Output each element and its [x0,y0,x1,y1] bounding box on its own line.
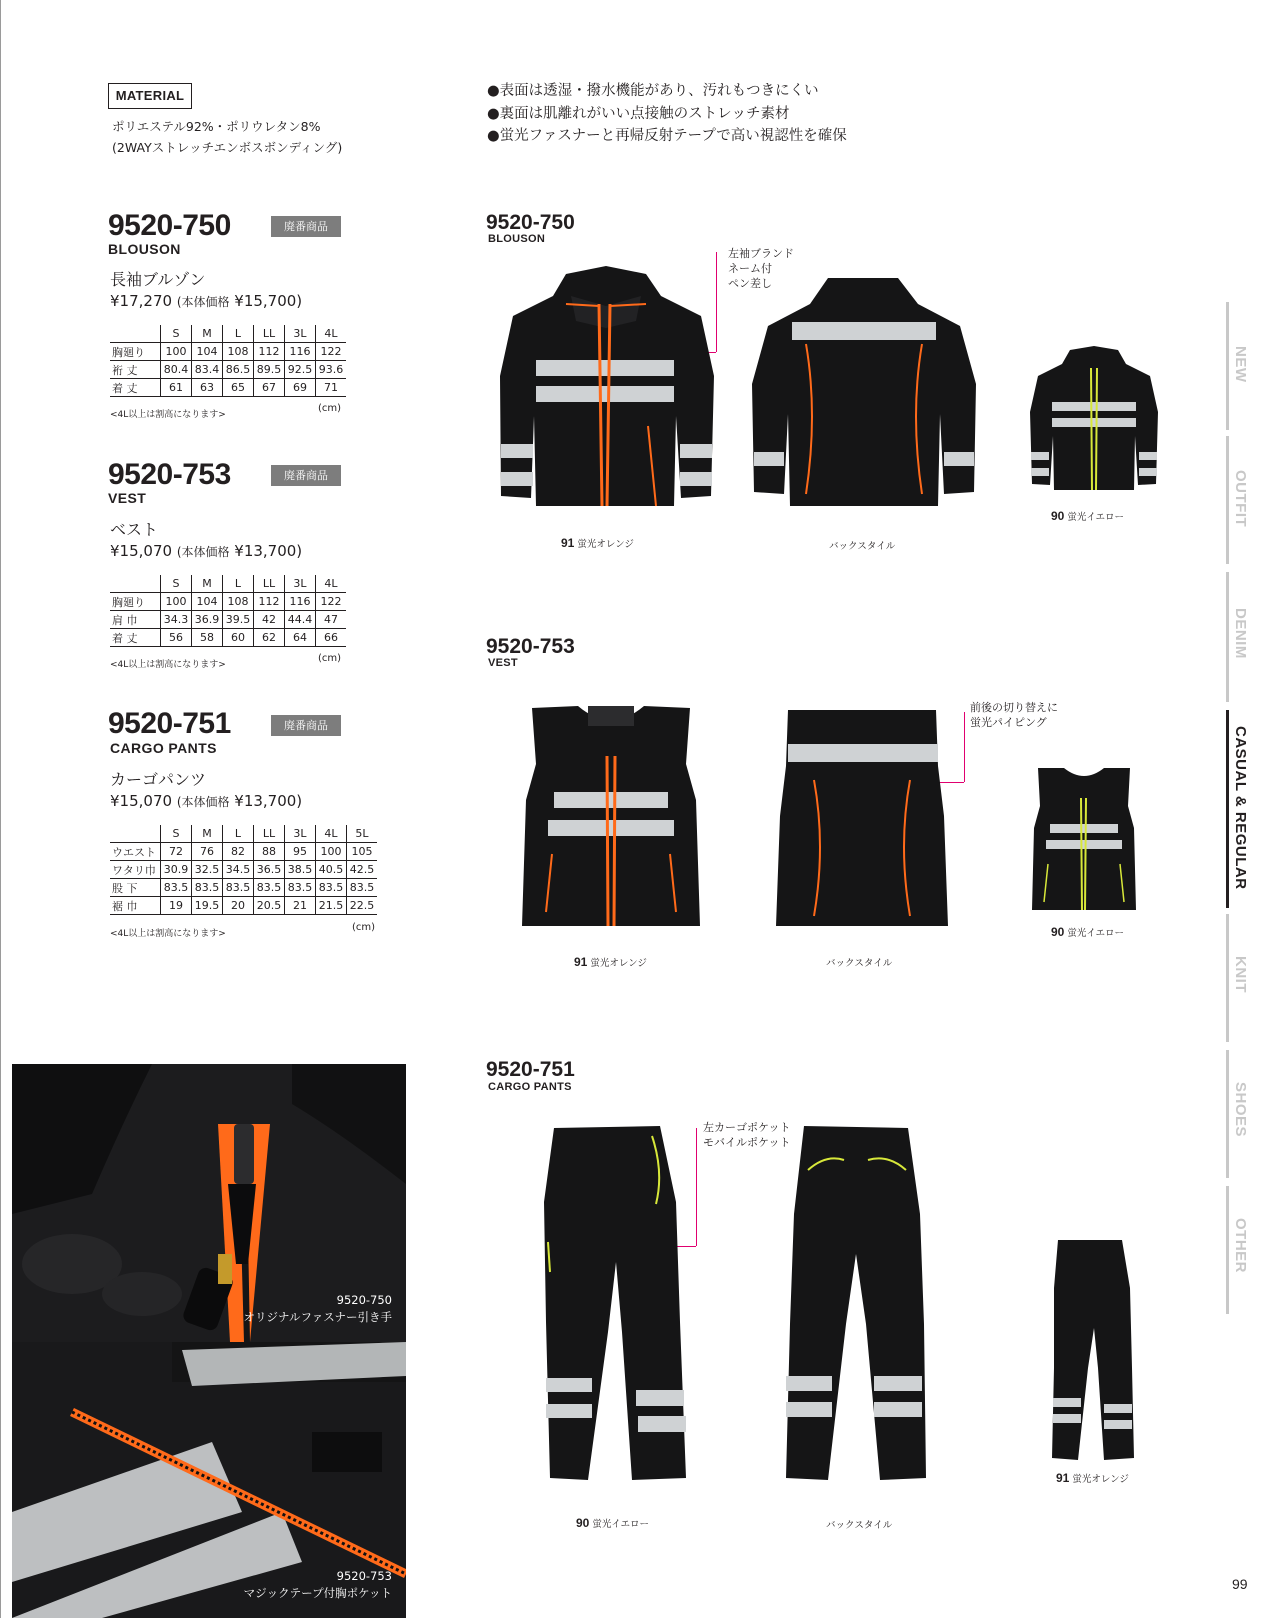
product-code: 9520-753 [108,458,231,491]
size-cell: 40.5 [316,861,347,879]
row-label: 胸廻り [110,343,161,361]
size-cell: 36.9 [192,611,223,629]
tab-shoes[interactable]: SHOES [1232,1082,1249,1138]
blouson-front-orange [496,266,718,514]
size-cell: 93.6 [316,361,347,379]
size-cell: 116 [285,593,316,611]
size-cell: 104 [192,343,223,361]
color-name: 蛍光イエロー [1067,512,1125,523]
size-corner [110,575,161,593]
product-type: CARGO PANTS [110,740,217,756]
size-cell: 64 [285,629,316,647]
pants-back [784,1124,928,1484]
size-cell: 71 [316,379,347,397]
color-name: 蛍光オレンジ [577,539,634,550]
tab-divider [1226,914,1229,1042]
callout-leader [696,1128,697,1246]
size-cell: 69 [285,379,316,397]
size-cell: 61 [161,379,192,397]
tab-divider [1226,302,1229,430]
callout-line: 左カーゴポケット [703,1121,791,1134]
product-code: 9520-750 [108,209,231,242]
price-value: ¥15,070 [110,792,173,810]
size-cell: 65 [223,379,254,397]
callout-line: モバイルポケット [703,1136,791,1149]
color-name: 蛍光オレンジ [590,958,647,969]
size-header: S [161,575,192,593]
photo-text: マジックテープ付胸ポケット [243,1586,392,1600]
product-type: BLOUSON [108,241,181,257]
vest-front-orange [518,704,704,932]
product-name: カーゴパンツ [110,770,207,789]
product-type: VEST [108,490,147,506]
color-number: 90 [1051,509,1065,523]
size-cell: 86.5 [223,361,254,379]
size-header: LL [254,575,285,593]
product-name: ベスト [110,520,159,539]
size-cell: 44.4 [285,611,316,629]
row-label: 裄 丈 [110,361,161,379]
size-cell: 100 [161,343,192,361]
color-caption [1051,925,1124,939]
product-code: 9520-751 [108,707,231,740]
callout-line: ネーム付 [728,262,772,275]
size-cell: 108 [223,343,254,361]
size-cell: 22.5 [347,897,378,915]
feature-item: ●蛍光ファスナーと再帰反射テープで高い視認性を確保 [487,128,847,144]
row-label: ウエスト [110,843,161,861]
row-label: 裾 巾 [110,897,161,915]
blouson-front-yellow [1028,346,1160,494]
price-note: (本体価格 [176,795,230,809]
tab-divider [1226,1050,1229,1178]
size-cell: 34.5 [223,861,254,879]
size-corner [110,825,161,843]
page-number: 99 [1232,1576,1248,1592]
size-cell: 80.4 [161,361,192,379]
material-line-2: (2WAYストレッチエンボスボンディング) [112,140,343,155]
material-line-1: ポリエステル92%・ポリウレタン8% [112,119,321,134]
color-number: 91 [561,536,575,550]
size-cell: 122 [316,593,347,611]
showcase-code: 9520-750 [486,211,575,234]
tab-denim[interactable]: DENIM [1232,608,1249,659]
size-unit: (cm) [318,403,342,414]
size-cell: 72 [161,843,192,861]
size-cell: 20 [223,897,254,915]
callout-text [970,700,1058,730]
size-cell: 83.5 [192,879,223,897]
photo-code: 9520-750 [336,1293,392,1307]
product-price [110,292,302,310]
size-header: 4L [316,575,347,593]
size-cell: 83.5 [316,879,347,897]
size-cell: 88 [254,843,285,861]
size-unit: (cm) [352,922,376,933]
size-cell: 30.9 [161,861,192,879]
tab-other[interactable]: OTHER [1232,1218,1249,1273]
vest-front-yellow [1030,766,1138,914]
blouson-back [748,274,980,514]
product-price [110,792,302,810]
callout-line: ペン差し [728,277,772,290]
discontinued-badge: 廃番商品 [271,216,341,237]
back-caption: バックスタイル [829,541,896,552]
size-cell: 47 [316,611,347,629]
price-value: ¥15,070 [110,542,173,560]
pants-front-yellow [540,1122,690,1484]
row-label: 股 下 [110,879,161,897]
showcase-code: 9520-751 [486,1058,575,1081]
size-header: L [223,825,254,843]
color-caption [1051,509,1124,523]
color-number: 90 [1051,925,1065,939]
product-name: 長袖ブルゾン [110,270,206,289]
size-cell: 92.5 [285,361,316,379]
size-cell: 60 [223,629,254,647]
tab-knit[interactable]: KNIT [1232,956,1249,993]
size-header: L [223,325,254,343]
photo-text: オリジナルファスナー引き手 [243,1310,392,1324]
size-cell: 83.4 [192,361,223,379]
size-cell: 89.5 [254,361,285,379]
size-cell: 36.5 [254,861,285,879]
color-caption [574,955,647,969]
size-table [110,575,346,647]
price-note: (本体価格 [176,545,230,559]
size-cell: 19 [161,897,192,915]
vest-back [774,706,950,932]
price-value: ¥17,270 [110,292,173,310]
tab-divider [1226,436,1229,564]
showcase-type: VEST [488,657,518,669]
size-corner [110,325,161,343]
size-cell: 67 [254,379,285,397]
size-cell: 20.5 [254,897,285,915]
callout-text [703,1120,790,1150]
size-unit: (cm) [318,653,342,664]
color-name: 蛍光オレンジ [1072,1474,1129,1485]
size-header: 4L [316,825,347,843]
material-tag: MATERIAL [108,83,192,109]
size-cell: 19.5 [192,897,223,915]
size-cell: 83.5 [285,879,316,897]
size-header: M [192,325,223,343]
tab-casual-regular[interactable]: CASUAL & REGULAR [1232,726,1249,890]
size-cell: 116 [285,343,316,361]
row-label: 胸廻り [110,593,161,611]
pants-front-orange [1050,1238,1136,1462]
size-note: <4L以上は割高になります> [110,660,226,670]
size-header: L [223,575,254,593]
product-price [110,542,302,560]
price-note: (本体価格 [176,295,230,309]
size-header: 3L [285,325,316,343]
tab-divider [1226,572,1229,702]
tab-new[interactable]: NEW [1232,346,1249,383]
callout-line: 前後の切り替えに [970,701,1058,714]
base-price: ¥15,700) [234,292,303,310]
photo-code: 9520-753 [336,1569,392,1583]
callout-line: 蛍光パイピング [970,716,1047,729]
base-price: ¥13,700) [234,542,303,560]
color-caption [1056,1471,1129,1485]
size-cell: 42.5 [347,861,378,879]
page-edge-line [0,0,1,1618]
discontinued-badge: 廃番商品 [271,715,341,736]
size-cell: 100 [316,843,347,861]
row-label: 肩 巾 [110,611,161,629]
tab-divider-active [1226,710,1229,908]
size-cell: 105 [347,843,378,861]
size-header: M [192,825,223,843]
base-price: ¥13,700) [234,792,303,810]
size-cell: 62 [254,629,285,647]
size-header: S [161,825,192,843]
photo-caption [232,1568,392,1602]
size-header: 3L [285,825,316,843]
size-header: S [161,325,192,343]
size-cell: 122 [316,343,347,361]
size-header: 4L [316,325,347,343]
color-name: 蛍光イエロー [592,1519,650,1530]
size-header: M [192,575,223,593]
size-cell: 56 [161,629,192,647]
size-cell: 100 [161,593,192,611]
row-label: 着 丈 [110,629,161,647]
size-header: LL [254,825,285,843]
showcase-code: 9520-753 [486,635,575,658]
photo-caption [232,1292,392,1326]
feature-item: ●裏面は肌離れがいい点接触のストレッチ素材 [487,105,790,122]
size-cell: 108 [223,593,254,611]
row-label: ワタリ巾 [110,861,161,879]
size-cell: 112 [254,343,285,361]
size-cell: 95 [285,843,316,861]
size-cell: 82 [223,843,254,861]
feature-list [487,80,847,148]
size-cell: 39.5 [223,611,254,629]
size-cell: 21.5 [316,897,347,915]
showcase-type: BLOUSON [488,233,546,245]
tab-outfit[interactable]: OUTFIT [1232,470,1249,528]
size-cell: 32.5 [192,861,223,879]
discontinued-badge: 廃番商品 [271,465,341,486]
size-header: 3L [285,575,316,593]
tab-divider [1226,1186,1229,1314]
back-caption: バックスタイル [826,1520,893,1531]
size-cell: 83.5 [347,879,378,897]
size-table [110,825,377,915]
size-header: 5L [347,825,378,843]
size-cell: 58 [192,629,223,647]
callout-line: 左袖ブランド [728,247,794,260]
color-number: 91 [574,955,588,969]
feature-item: ●表面は透湿・撥水機能があり、汚れもつきにくい [487,83,819,99]
color-name: 蛍光イエロー [1067,928,1125,939]
size-header: LL [254,325,285,343]
size-cell: 112 [254,593,285,611]
back-caption: バックスタイル [826,958,893,969]
size-cell: 83.5 [223,879,254,897]
callout-leader [964,712,965,782]
color-caption [576,1516,649,1530]
color-number: 90 [576,1516,590,1530]
material-composition [112,116,342,158]
size-cell: 38.5 [285,861,316,879]
size-cell: 63 [192,379,223,397]
size-note: <4L以上は割高になります> [110,410,226,420]
size-cell: 42 [254,611,285,629]
size-cell: 104 [192,593,223,611]
size-cell: 21 [285,897,316,915]
row-label: 着 丈 [110,379,161,397]
size-cell: 66 [316,629,347,647]
size-cell: 83.5 [254,879,285,897]
size-cell: 34.3 [161,611,192,629]
size-cell: 76 [192,843,223,861]
color-caption [561,536,634,550]
size-table [110,325,346,397]
size-cell: 83.5 [161,879,192,897]
color-number: 91 [1056,1471,1070,1485]
showcase-type: CARGO PANTS [488,1081,572,1093]
size-note: <4L以上は割高になります> [110,929,226,939]
